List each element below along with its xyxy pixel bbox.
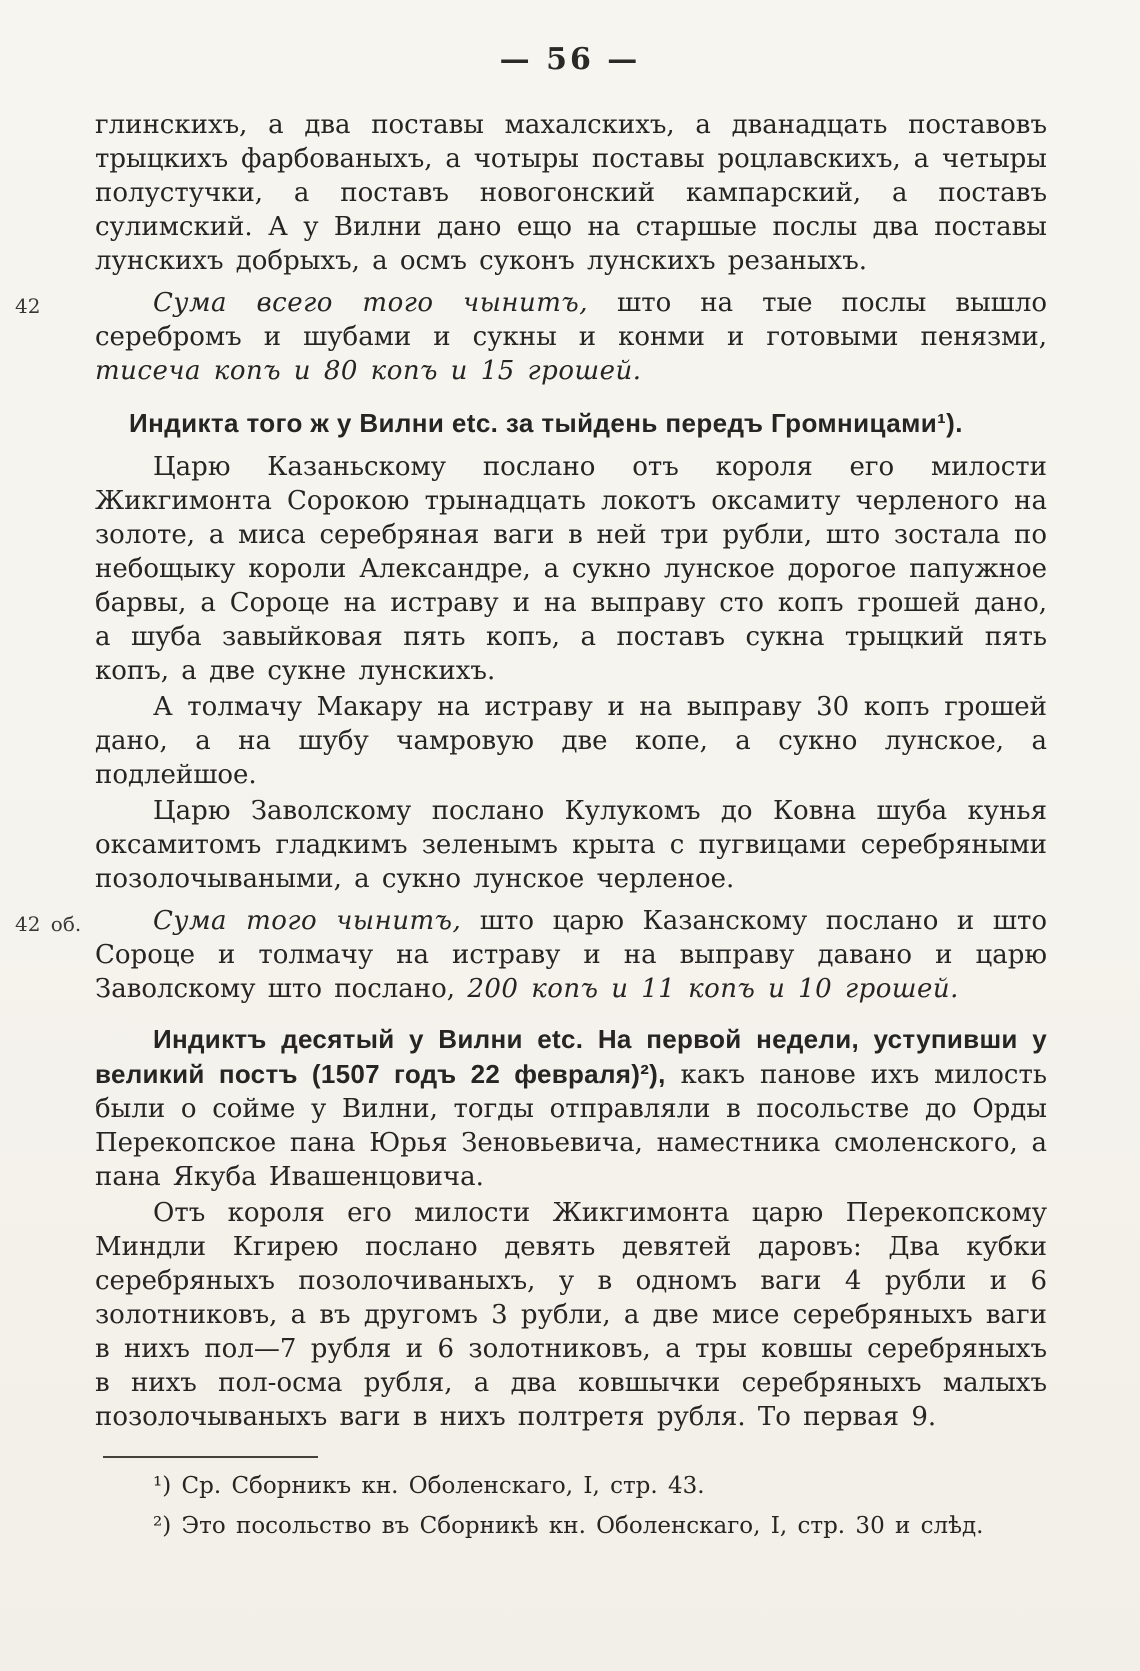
paragraph-tsar-kazansky: Царю Казаньскому послано отъ короля его милости Жикгимонта Сорокою трынадцать локотъ оксамиту черленого на золоте, а миса серебряная ваги в ней три рубли, што зостала по небощыку короли Александре, а сукно лунское дорогое папужное барвы, а Сороце на истраву и на выправу сто копъ грошей дано, а шуба завыйковая пять копъ, а поставъ сукна трыцкий пять копъ, а две сукне лунскихъ. bbox=[95, 452, 1047, 686]
paragraph-tolmach-makar: А толмачу Макару на истраву и на выправу 30 копъ грошей дано, а на шубу чамровую две копе, а сукно лунское, а подлейшое. bbox=[95, 692, 1047, 790]
paragraph-tsar-zavolsky: Царю Заволскому послано Кулукомъ до Ковна шуба кунья оксамитомъ гладкимъ зеленымъ крыта с пугвицами серебряными позолочываными, а сукно лунское черленое. bbox=[95, 796, 1047, 894]
sum-paragraph-2 bbox=[15, 904, 1048, 1006]
footnotes-block bbox=[95, 1456, 1047, 1544]
paragraph-gifts-perekopsky: Отъ короля его милости Жикгимонта царю Перекопскому Миндли Кгирею послано девять девятей даровъ: Два кубки серебряныхъ позолочиваныхъ, у в одномъ ваги 4 рубли и 6 золотниковъ, а въ другомъ 3 рубли, а две мисе серебряныхъ ваги в нихъ пол—7 рубля и 6 золотниковъ, а тры ковшы серебряныхъ в нихъ пол-осма рубля, а два ковшычки серебряныхъ малыхъ позолочываныхъ ваги в нихъ полтретя рубля. То первая 9. bbox=[95, 1198, 1047, 1432]
sum-paragraph-2-italic-tail: 200 копъ и 11 копъ и 10 грошей. bbox=[467, 974, 959, 1004]
footnote-2: ²) Это посольство въ Сборникѣ кн. Оболенскаго, I, стр. 30 и слѣд. bbox=[153, 1513, 984, 1539]
footnote-separator-rule bbox=[103, 1456, 318, 1458]
sum-paragraph-1-regular: што на тые послы вышло серебромъ и шубами и сукны и конми и готовыми пенязми, bbox=[95, 288, 1047, 352]
paragraph-indikt-desyaty-regular-tail: какъ панове ихъ милость были о сойме у Вилни, тогды отправляли в посольстве до Орды Перекопское пана Юрья Зеновьевича, наместника смоленского, а пана Якуба Ивашенцовича. bbox=[95, 1060, 1047, 1192]
margin-note-folio-42-ob: 42 об. bbox=[15, 912, 82, 936]
sum-paragraph-1-italic-tail: тисеча копъ и 80 копъ и 15 грошей. bbox=[95, 356, 642, 386]
sum-paragraph-2-italic-lead: Сума того чынитъ, bbox=[153, 906, 462, 936]
margin-note-folio-42: 42 bbox=[15, 294, 41, 318]
paragraph-indikt-desyaty bbox=[95, 1022, 1047, 1194]
paragraph-indikt-desyaty-bold-lead: Индиктъ десятый у Вилни etc. На первой недели, уступивши у великий постъ (1507 годъ 22 февраля)²), bbox=[95, 1024, 1047, 1089]
sum-paragraph-1 bbox=[15, 286, 1047, 388]
sum-paragraph-1-italic-lead: Сума всего того чынитъ, bbox=[153, 288, 589, 318]
continuation-paragraph: глинскихъ, а два поставы махалскихъ, а дванадцать поставовъ трыцкихъ фарбованыхъ, а чотыры поставы роцлавскихъ, а четыры полустучки, а поставъ новогонский кампарский, а поставъ сулимский. А у Вилни дано ещо на старшые послы два поставы лунскихъ добрыхъ, а осмъ суконъ лунскихъ резаныхъ. bbox=[95, 110, 1047, 276]
page-content bbox=[15, 108, 1048, 1548]
page-number: — 56 — bbox=[499, 42, 641, 77]
footnote-1: ¹) Ср. Сборникъ кн. Оболенскаго, I, стр. 43. bbox=[153, 1473, 705, 1499]
section-heading-indikta: Индикта того ж у Вилни etc. за тыйдень передъ Громницами¹). bbox=[129, 408, 963, 438]
sum-paragraph-2-regular: што царю Казанскому послано и што Сороце и толмачу на истраву и на выправу давано и царю Заволскому што послано, bbox=[95, 906, 1048, 1004]
